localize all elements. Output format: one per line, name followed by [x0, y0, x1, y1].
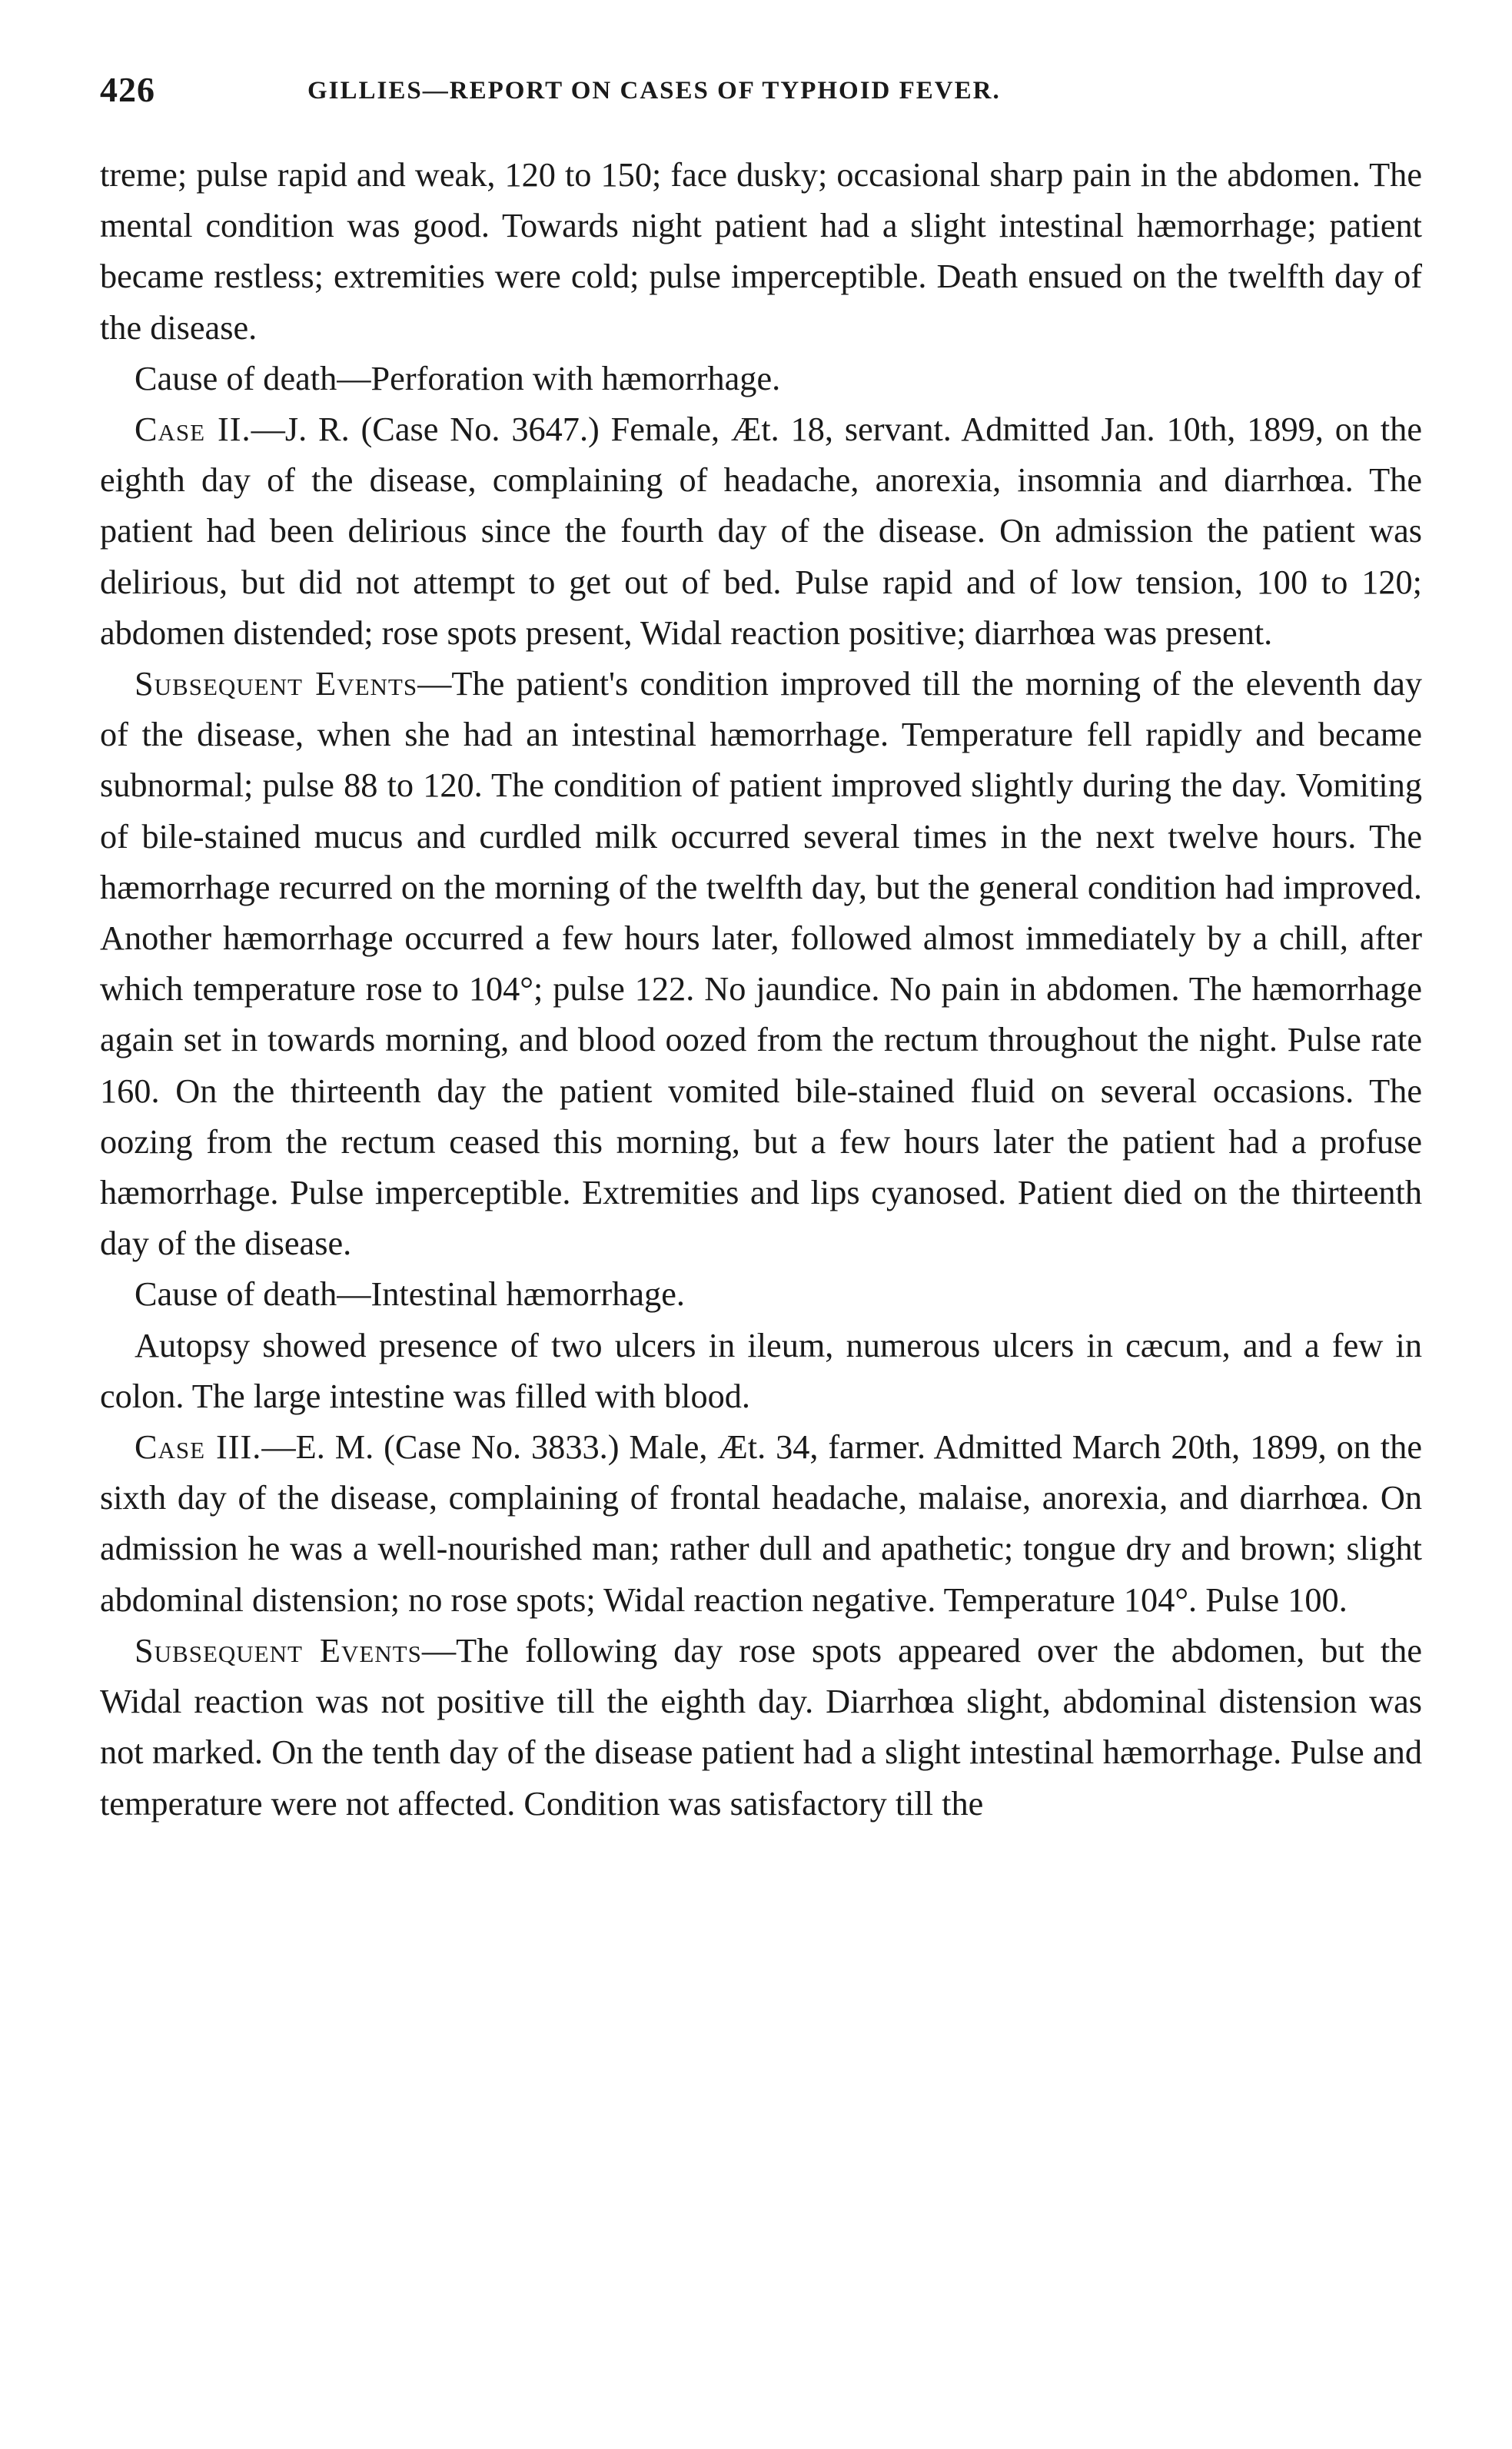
paragraph-cause-of-death-1 [100, 354, 1422, 404]
paragraph-subsequent-events-2 [100, 1626, 1422, 1829]
case-heading: Case III. [135, 1428, 262, 1467]
running-header [100, 69, 1422, 131]
paragraph-case-3 [100, 1422, 1422, 1626]
paragraph-text: —J. R. (Case No. 3647.) Female, Æt. 18, servant. Admitted Jan. 10th, 1899, on the eighth day of the disease, complaining of headache, anorexia, insomnia and diarrhœa. The patient had been delirious since the fourth day of the disease. On admission the patient was delirious, but did not attempt to get out of bed. Pulse rapid and of low tension, 100 to 120; abdomen distended; rose spots present, Widal reaction positive; diarrhœa was present. [100, 410, 1422, 652]
page-number: 426 [100, 70, 155, 109]
running-title: GILLIES—REPORT ON CASES OF TYPHOID FEVER. [307, 77, 1001, 105]
paragraph-text: treme; pulse rapid and weak, 120 to 150; face dusky; occasional sharp pain in the abdomen. The mental condition was good. Towards night patient had a slight intestinal hæmorrhage; patient became restless; extremities were cold; pulse imperceptible. Death ensued on the twelfth day of the disease. [100, 156, 1422, 347]
paragraph-subsequent-events-1 [100, 659, 1422, 1269]
section-heading: Subsequent Events [135, 665, 418, 703]
case-heading: Case II. [135, 410, 251, 449]
paragraph-text: —The patient's condition improved till the morning of the eleventh day of the disease, when she had an intestinal hæmorrhage. Temperature fell rapidly and became subnormal; pulse 88 to 120. The condition of patient improved slightly during the day. Vomiting of bile-stained mucus and curdled milk occurred several times in the next twelve hours. The hæmorrhage recurred on the morning of the twelfth day, but the general condition had improved. Another hæmorrhage occurred a few hours later, followed almost immediately by a chill, after which temperature rose to 104°; pulse 122. No jaundice. No pain in abdomen. The hæmorrhage again set in towards morning, and blood oozed from the rectum throughout the night. Pulse rate 160. On the thirteenth day the patient vomited bile-stained fluid on several occasions. The oozing from the rectum ceased this morning, but a few hours later the patient had a profuse hæmorrhage. Pulse imperceptible. Extremities and lips cyanosed. Patient died on the thirteenth day of the disease. [100, 665, 1423, 1263]
paragraph-case-2 [100, 404, 1422, 659]
paragraph-cause-of-death-2 [100, 1269, 1422, 1320]
paragraph-autopsy [100, 1321, 1422, 1422]
section-heading: Subsequent Events [135, 1631, 422, 1670]
document-page [100, 69, 1422, 1829]
paragraph-text: Cause of death—Intestinal hæmorrhage. [135, 1275, 685, 1314]
paragraph-text: Autopsy showed presence of two ulcers in ileum, numerous ulcers in cæcum, and a few in colon. The large intestine was filled with blood. [100, 1326, 1422, 1415]
paragraph-text: Cause of death—Perforation with hæmorrhage. [135, 359, 781, 397]
paragraph-continuation [100, 150, 1422, 354]
body-text [100, 150, 1422, 1829]
paragraph-text: —E. M. (Case No. 3833.) Male, Æt. 34, farmer. Admitted March 20th, 1899, on the sixth day of the disease, complaining of frontal headache, malaise, anorexia, and diarrhœa. On admission he was a well-nourished man; rather dull and apathetic; tongue dry and brown; slight abdominal distension; no rose spots; Widal reaction negative. Temperature 104°. Pulse 100. [100, 1428, 1422, 1619]
paragraph-text: —The following day rose spots appeared over the abdomen, but the Widal reaction was not positive till the eighth day. Diarrhœa slight, abdominal distension was not marked. On the tenth day of the disease patient had a slight intestinal hæmorrhage. Pulse and temperature were not affected. Condition was satisfactory till the [100, 1631, 1422, 1823]
